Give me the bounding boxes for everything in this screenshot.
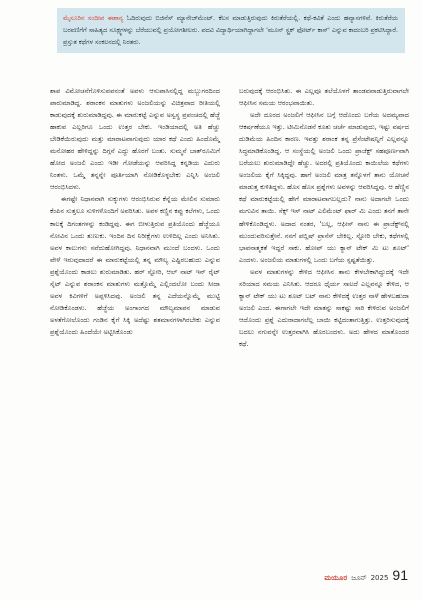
paragraph: ಅವಳ ಮಾತುಗಳನ್ನು ಕೇಳಿದ ಆಫೀಸಿನ ತಾನು ಕೇಳಬೇಕಾಗಿದ್ದುದಕ್ಕೆ ಇದೇ ಸರಿಯಾದ ಸಮಯ ಎನಿಸಿತು. ಆದರೂ ಧೈರ್ಯ ಸಾಲದೆ ಎಲ್ಲವನ್ನೂ ಕೇಳಿದ, ಆ ಕ್ಯಾನ್ ಟೇಕ್ ಯು ಟು ಶೂಟ್ ಬಟ್ ನಾನು ಕೇಳಿದಕ್ಕೆ ಉತ್ತರ ನಾಳೆ ಹೇಳಬಹುದಾ ಅಂಜಲಿ ಎಂದ. ಈಗಾಗಲೇ ಇದೇ ಮಾತನ್ನು ಸಾಕಷ್ಟು ಸಾರಿ ಕೇಳಿರುವ ಅಂಜಲಿಗೆ ಆದೊಂದು ಪ್ರಶ್ನೆ ಎದುರಾದಾಗಲೆಲ್ಲ ಬಾಯಿ ಕಟ್ಟಿದಂತಾಗುತ್ತಿತ್ತು. ಉತ್ತರಿಸುವುದಕ್ಕೆ ಬದಲು ನಗುವನ್ನೇ ಉತ್ತರವಾಗಿಸಿ ಹೊರಬಂದಳು. ಅದು ಹೇಳದ ಮಾತೊಂದರ ಕಥೆ. [239, 267, 409, 348]
paragraph: ಅದೇ ದೂರದ ಅಂಜಲಿಗೆ ಆಫೀಸಿನ ಬಗ್ಗೆ ಆದೊಂದು ಬಗೆಯ ಅದಮ್ಯವಾದ ಆಕರ್ಷಣೆಯೂ ಇತ್ತು. ಟೀಮಿನೊಡನೆ ಕೂತು ಚರ್ಚೆ ಮಾಡುವುದು, ಇಷ್ಟು ವರ್ಷದ ದುಡಿಮೆಯ ಹಿಂದಿನ ಕಾರಣ. ಇವತ್ತು ಶರಾಂಕ ತನ್ನ ಪ್ರೆಸೆಂಟೇಷನ್ನಿಗೆ ಎಲ್ಲವನ್ನೂ ಸಿದ್ಧಮಾಡಿಕೊಂಡಿದ್ದ. ಆ ಸಂಸ್ಥೆಯಲ್ಲಿ ಅಂಜಲಿ ಒಂದು ಪ್ರಾಜೆಕ್ಟ್ ಸಹಪೂರ್ಣವಾಗಿ ಬರೆಯಲು ಶುರುಮಾಡಿದ್ದೇ ಹೆಚ್ಚು. ಅದರಲ್ಲಿ ಪ್ರತಿಯೊಂದು ಕಾಯಿಲೆಯ ಕಥೆಗಳು ಅಂಜಲಿಯ ಕೈಗೆ ಸಿಕ್ಕಿದ್ದವು. ಹಾಗೆ ಅಂಜಲಿ ಮಾತ್ರ ತನ್ನೊಳಗೆ ತಾನು ಯೋಚನೆ ಮಾಡುತ್ತ ಕುಳಿತಿದ್ದಳು. ಹೊಸ ಹೊಸ ಪ್ರಶ್ನೆಗಳು ಅವಳನ್ನು ಆವರಿಸಿದ್ದವು. ಆ ಹೆಣ್ಣಿನ ಕಥೆ ಮಾರುಕಟ್ಟೆಯಲ್ಲಿ ಹೇಗೆ ಮಾರಾಟವಾಗಬಲ್ಲದು? ನಾನು ಅದಾಗಲೇ ಒಂದು ಮಗುವಿನ ತಾಯಿ. ಸೆಕ್ಸ್ ಇಸ್ ನಾಟ್ ಎಲಿಮೆಂಟ್ ಫಾರ್ ಮಿ ಎಂದು ತನಗೆ ತಾನೇ ಹೇಳಿಕೊಂಡಿದ್ದಳು. ಅದಾದ ನಂತರ, 'ಬಲ್ಲ, ಆಫೀಸ್ ನಾನು ಈ ಪ್ರಾಜೆಕ್ಟ್‌ನಲ್ಲಿ ಮುಂದುವರಿಸುತ್ತೇನೆ. ನನಗೆ ಪಬ್ಲಿಷ್ ಪ್ರಾಸೆಸ್ ಬೇಕಿಲ್ಲ. ಸ್ಟೋರಿ ಬೇಕು, ಕಥೆಗಳಲ್ಲಿ ಭಾವನಾತ್ಮಕತೆ ಇದ್ದರೆ ಸಾಕು. ಹೋಪ್ ಯು ಕ್ಯಾನ್ ಟೇಕ್ ಮಿ ಟು ಶೂಟ್' ಎಂದಳು. ಅಂಜಲಿಯ ಮಾತುಗಳಲ್ಲಿ ಒಂದು ಬಗೆಯ ಸ್ಪಷ್ಟತೆಯಿತ್ತು. [239, 111, 409, 264]
author-intro-box [57, 8, 405, 53]
paragraph: ಬರುವುದಕ್ಕೆ ಆರಂಭಿಸಿತು. ಈ ಎಲ್ಲವೂ ತಲೆಯೊಳಗೆ ತಾಂಡವವಾಡುತ್ತಿರುವಾಗಲೇ ಆಫೀಸಿನ ಸಮಯ ಆರಂಭವಾಯಿತು. [239, 87, 409, 108]
story-right-column [239, 85, 409, 350]
issue-year: 2025 [370, 574, 389, 582]
magazine-brand: ಮಯೂರ [324, 574, 348, 582]
paragraph: ಈಗಷ್ಟೇ ನಿಧಾನವಾಗಿ ಸುಕ್ಕುಗಳು ಆರಂಭಿಸಿರುವ ಕೆನ್ನೆಯ ಮೇಲಿನ ಸುಮಾರು ಕೆಂಪಿನ ಸುತ್ತಲೂ ಸುಳಿಗಳೊಂದಿಗೆ ಅವರಿಸಿತು. ಅವಳ ಕಣ್ಣಿನ ಕಪ್ಪು ಕಲೆಗಳು, ಒಂದು ಕಾಲಕ್ಕೆ ದಿಗಂತಗಳನ್ನು ಕಂಡಿದ್ದವು. ಈಗ ಬೀಳುತ್ತಿರುವ ಪ್ರತಿಯೊಂದು ಹೆಜ್ಜೆಯೂ ನೋವಿನ ಒಂದು ತುಣುಕು. ಇಂದಿನ ದಿನ ನಿರೀಕ್ಷೆಗಳು ಉಳಿದಿಲ್ಲ ಎಂದು ಅನಿಸಿತು. ಅವಳ ಕಾಲುಗಳು ಸವೆದುಹೋಗಿದ್ದವು. ನಿಧಾನವಾಗಿ ಮುಂದೆ ಬಂದಳು. ಒಂದು ವೇಳೆ ಇರುವುದಾದರೆ ಈ ಮಾರುಕಟ್ಟೆಯಲ್ಲಿ ತನ್ನ ಮೌಲ್ಯ ಎಷ್ಟಿರಬಹುದು ಎನ್ನುವ ಪ್ರಶ್ನೆಯೊಂದು ಕಾಡಲು ಶುರುಮಾಡಿತು. ಹರ್ ಸ್ಟೋರಿ, ಆಲ್ ನಾಟ್ ಇನ್ ರೈಟ್ ಸೈಟ್ ಎನ್ನುವ ಶರಾಂಕನ ಮಾತುಗಳು ಮತ್ತೊಮ್ಮೆ ಎಲ್ಲಿಂದಲೋ ಬಂದು ಸೀದಾ ಅವಳ ಕಿವಿಗಳಿಗೆ ಅಪ್ಪಳಿಸಿದವು. ಅಂಜಲಿ ತನ್ನ ಎದೆಯನ್ನೊಮ್ಮೆ ಮುಟ್ಟಿ ನೋಡಿಕೊಂಡಳು. ಹೆಜ್ಜೆಯ ಅಂಗಾಂಗದ ಮೌಲ್ಯಮಾಪನ ಮಾಡುವ ಅಳತೆಗೋಲೊಂದು ಗಂಡಿನ ಕೈಗೆ ಸಿಕ್ಕಿ ಅದೆಷ್ಟು ಶತಮಾನಗಳಾಗಿರಬೇಕು ಎನ್ನುವ ಪ್ರಶ್ನೆಯೊಂದು ಹಿಂದೆಯೇ ಅಟ್ಟಿಸಿಕೊಂಡು [50, 195, 220, 336]
page-footer [324, 567, 408, 587]
author-bio: ಓದಿರುವುದು ಬಿಜಿನೆಸ್ ಮ್ಯಾನೇಜ್‍ಮೆಂಟ್. ಕೆಲಸ ಮಾಡುತ್ತಿರುವುದು ಕಿರುತೆರೆಯಲ್ಲಿ. ಕಥೆ-ಕವಿತೆ ಎಂದು ಹವ್ಯಾಸಗಳಿವೆ. ಕಿರುತೆರೆಯ ಬರವಣಿಗೆಗೆ ಸಾಹಿತ್ಯದ ಸೂಕ್ಷ್ಮಗಳನ್ನು ಬೆರೆಯುವಲ್ಲಿ ಪ್ರಯೋಗಶೀಲರು. ಪದವಿ ವಿದ್ಯಾರ್ಥಿಯಾಗಿದ್ದಾಗಲೇ 'ಮೂನ್ ಸ್ಟ್ರಕ್ ಫೋರ್ಟ್ ಕಾಸ್' ಎನ್ನುವ ಕಾದಂಬರಿ ಪ್ರಕಟಿಸಿದ್ದಾರೆ. ಪ್ರಸ್ತುತ ಕಥೆಗಳ ಸಂಕಲನದಲ್ಲಿ ನಿರತರು. [63, 14, 398, 46]
page-number: 91 [392, 567, 408, 583]
story-left-column [50, 85, 220, 338]
issue-month: ಜೂನ್ [351, 574, 367, 582]
author-name: ಮೈಸೂರಿನ ಸಂದೀಪ ಈಶಾನ್ಯ [63, 14, 124, 22]
paragraph: ಶಾಪ ವಿಮೋಚನೆಗೊಳಿಸುವವನಂತೆ ಅವಳು ಆಸುಪಾಸಿನಲ್ಲಿದ್ದ ಮಬ್ಬುಗರದಿಂದ ಪಾರುಮಾಡಿದ್ದ. ಶರಾಂಕನ ಮಾತುಗಳು ಅಂಜಲಿಯನ್ನು ವಿಚಿತ್ರವಾದ ರೀತಿಯಲ್ಲಿ ಕಾಡುವುದಕ್ಕೆ ಶುರುಮಾಡಿದ್ದವು. ಈ ಮಾರುಕಟ್ಟೆ ಎನ್ನುವ ಅಸ್ವಸ್ಥ ಪ್ರಪಂಚದಲ್ಲಿ ಹೆಜ್ಜೆ ಹಾಕುವ ಎಲ್ಲರಿಗೂ ಒಂದು ಉತ್ತರ ಬೇಕು. ಇಂಡಿಯಾದಲ್ಲಿ ಅತಿ ಹೆಚ್ಚು ಬೇಡಿಕೆಯಿರುವುದು ಮತ್ತು ಮಾರಾಟವಾಗುವುದು ಯಾರ ಕಥೆ ಎಂದು ಹಿಂದೊಮ್ಮೆ ಮನೋಹರ ಹೇಳಿದ್ದನ್ನು ದಿಗ್ಗನೆ ಎದ್ದು ಹೊರಗೆ ಬಂತು. ಸುಮ್ಮನೆ ಬಾತ್‌ರೂಮಿಗೆ ಹೋದ ಅಂಜಲಿ ಎಂದು ಇಡೀ ಗೋಡೆಯನ್ನು ಆವರಿಸಿದ್ದ ಕನ್ನಡಿಯ ಎದುರು ನಿಂತಳು. ಒಮ್ಮೆ ತನ್ನನ್ನೇ ಪೂರ್ತಿಯಾಗಿ ನೋಡಿಕೊಳ್ಳಬೇಕು ಎನ್ನಿಸಿ ಅಂಜಲಿ ಆರಂಭಿಸಿದಳು. [50, 87, 220, 192]
